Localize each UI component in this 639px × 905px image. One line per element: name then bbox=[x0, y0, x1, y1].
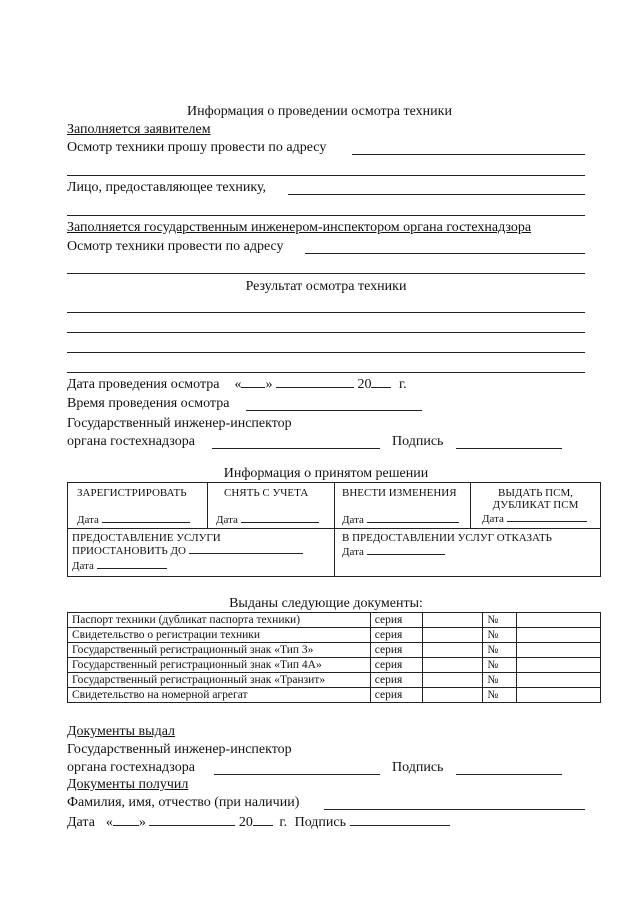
series-label: серия bbox=[370, 628, 422, 643]
changes-date-label: Дата bbox=[342, 514, 364, 526]
issued-heading: Документы выдал bbox=[67, 724, 176, 739]
person-field-2[interactable] bbox=[67, 215, 585, 216]
deregister-date-row bbox=[216, 514, 319, 526]
number-label: № bbox=[483, 673, 517, 688]
issued-title-1: Государственный инженер-инспектор bbox=[67, 742, 292, 757]
applicant-address-label: Осмотр техники прошу провести по адресу bbox=[67, 140, 327, 155]
decision-suspend-1[interactable]: ПРЕДОСТАВЛЕНИЕ УСЛУГИ bbox=[72, 532, 221, 544]
number-label: № bbox=[483, 643, 517, 658]
number-label: № bbox=[483, 613, 517, 628]
decision-col-divider-2 bbox=[334, 482, 335, 577]
received-signature-label: Подпись bbox=[294, 815, 346, 830]
received-date-label: Дата bbox=[67, 815, 95, 830]
changes-date-row bbox=[342, 514, 459, 526]
register-date-label: Дата bbox=[77, 514, 99, 526]
document-name: Свидетельство о регистрации техники bbox=[68, 628, 371, 643]
inspector-title-1: Государственный инженер-инспектор bbox=[67, 416, 292, 431]
received-year-field[interactable] bbox=[253, 825, 273, 826]
inspection-time-label: Время проведения осмотра bbox=[67, 396, 230, 411]
register-date-field[interactable] bbox=[102, 522, 190, 523]
received-name-label: Фамилия, имя, отчество (при наличии) bbox=[67, 795, 300, 810]
changes-date-field[interactable] bbox=[367, 522, 459, 523]
suspend-until-field[interactable] bbox=[189, 553, 303, 554]
received-date-close: » bbox=[138, 815, 146, 830]
inspector-address-field-2[interactable] bbox=[67, 273, 585, 274]
decision-suspend-2: ПРИОСТАНОВИТЬ ДО bbox=[72, 545, 186, 557]
decision-heading: Информация о принятом решении bbox=[223, 466, 429, 481]
number-label: № bbox=[483, 658, 517, 673]
series-field[interactable] bbox=[422, 643, 483, 658]
series-field[interactable] bbox=[422, 688, 483, 703]
applicant-heading: Заполняется заявителем bbox=[67, 122, 211, 137]
decision-deregister[interactable]: СНЯТЬ С УЧЕТА bbox=[224, 487, 309, 499]
inspector-address-field[interactable] bbox=[305, 253, 585, 254]
date-close-quote: » bbox=[265, 377, 273, 392]
received-year-prefix: 20 bbox=[238, 815, 253, 830]
suspend-date-field[interactable] bbox=[97, 568, 167, 569]
document-name: Свидетельство на номерной агрегат bbox=[68, 688, 371, 703]
applicant-address-field-2[interactable] bbox=[67, 175, 585, 176]
refuse-date-label: Дата bbox=[342, 546, 364, 558]
series-label: серия bbox=[370, 673, 422, 688]
document-name: Паспорт техники (дубликат паспорта техники) bbox=[68, 613, 371, 628]
document-row bbox=[68, 688, 601, 703]
series-label: серия bbox=[370, 643, 422, 658]
number-label: № bbox=[483, 688, 517, 703]
decision-refuse[interactable]: В ПРЕДОСТАВЛЕНИИ УСЛУГ ОТКАЗАТЬ bbox=[342, 532, 552, 544]
issue-date-field[interactable] bbox=[507, 521, 587, 522]
issued-name-field[interactable] bbox=[214, 774, 380, 775]
result-line-4[interactable] bbox=[67, 372, 585, 373]
result-line-3[interactable] bbox=[67, 352, 585, 353]
decision-changes[interactable]: ВНЕСТИ ИЗМЕНЕНИЯ bbox=[342, 487, 457, 499]
series-field[interactable] bbox=[422, 658, 483, 673]
inspection-day-field[interactable] bbox=[241, 387, 265, 388]
document-row bbox=[68, 658, 601, 673]
suspend-until-row bbox=[72, 545, 303, 557]
documents-heading: Выданы следующие документы: bbox=[229, 596, 423, 611]
number-label: № bbox=[483, 628, 517, 643]
document-row bbox=[68, 673, 601, 688]
inspector-signature-field[interactable] bbox=[456, 448, 562, 449]
decision-col-divider-1 bbox=[207, 482, 208, 528]
deregister-date-field[interactable] bbox=[241, 522, 319, 523]
issued-signature-field[interactable] bbox=[456, 774, 562, 775]
register-date-row bbox=[77, 514, 190, 526]
date-open-quote: « bbox=[234, 377, 242, 392]
inspector-title-2: органа гостехнадзора bbox=[67, 434, 195, 449]
number-field[interactable] bbox=[517, 643, 601, 658]
inspector-address-label: Осмотр техники провести по адресу bbox=[67, 239, 284, 254]
document-row bbox=[68, 613, 601, 628]
decision-issue-1[interactable]: ВЫДАТЬ ПСМ, bbox=[497, 487, 573, 499]
number-field[interactable] bbox=[517, 688, 601, 703]
person-label: Лицо, предоставляющее технику, bbox=[67, 180, 267, 195]
refuse-date-field[interactable] bbox=[367, 554, 445, 555]
received-name-field[interactable] bbox=[324, 809, 585, 810]
document-row bbox=[68, 643, 601, 658]
inspector-name-field[interactable] bbox=[212, 448, 380, 449]
issued-title-2: органа гостехнадзора bbox=[67, 760, 195, 775]
inspector-heading: Заполняется государственным инженером-инспектором органа гостехнадзора bbox=[67, 220, 532, 235]
issue-date-label: Дата bbox=[482, 513, 504, 525]
issue-date-row bbox=[482, 513, 587, 525]
document-name: Государственный регистрационный знак «Тип 4А» bbox=[68, 658, 371, 673]
series-label: серия bbox=[370, 658, 422, 673]
inspection-date-row bbox=[67, 377, 407, 393]
issued-signature-label: Подпись bbox=[392, 760, 444, 775]
document-row bbox=[68, 628, 601, 643]
received-date-row bbox=[67, 815, 450, 831]
suspend-date-label: Дата bbox=[72, 560, 94, 572]
number-field[interactable] bbox=[517, 673, 601, 688]
series-field[interactable] bbox=[422, 628, 483, 643]
number-field[interactable] bbox=[517, 613, 601, 628]
result-line-1[interactable] bbox=[67, 312, 585, 313]
received-month-field[interactable] bbox=[149, 825, 235, 826]
suspend-date-row bbox=[72, 560, 167, 572]
document-name: Государственный регистрационный знак «Транзит» bbox=[68, 673, 371, 688]
number-field[interactable] bbox=[517, 658, 601, 673]
person-field[interactable] bbox=[288, 194, 585, 195]
applicant-address-field[interactable] bbox=[352, 154, 585, 155]
inspection-month-field[interactable] bbox=[276, 387, 354, 388]
year-prefix: 20 bbox=[357, 377, 372, 392]
received-signature-field[interactable] bbox=[350, 825, 450, 826]
received-day-field[interactable] bbox=[113, 825, 139, 826]
decision-register[interactable]: ЗАРЕГИСТРИРОВАТЬ bbox=[77, 487, 187, 499]
result-heading: Результат осмотра техники bbox=[245, 279, 407, 294]
series-label: серия bbox=[370, 688, 422, 703]
inspector-signature-label: Подпись bbox=[392, 434, 444, 449]
decision-issue-2[interactable]: ДУБЛИКАТ ПСМ bbox=[492, 499, 579, 511]
series-field[interactable] bbox=[422, 673, 483, 688]
documents-table bbox=[67, 612, 601, 703]
inspection-year-field[interactable] bbox=[371, 387, 391, 388]
received-year-suffix: г. bbox=[279, 815, 288, 830]
result-line-2[interactable] bbox=[67, 332, 585, 333]
series-label: серия bbox=[370, 613, 422, 628]
inspection-date-label: Дата проведения осмотра bbox=[67, 377, 220, 392]
series-field[interactable] bbox=[422, 613, 483, 628]
number-field[interactable] bbox=[517, 628, 601, 643]
refuse-date-row bbox=[342, 546, 445, 558]
received-date-open: « bbox=[105, 815, 113, 830]
inspection-time-field[interactable] bbox=[246, 410, 422, 411]
year-suffix: г. bbox=[398, 377, 407, 392]
document-name: Государственный регистрационный знак «Тип 3» bbox=[68, 643, 371, 658]
page-title: Информация о проведении осмотра техники bbox=[187, 104, 452, 119]
deregister-date-label: Дата bbox=[216, 514, 238, 526]
received-heading: Документы получил bbox=[67, 777, 189, 792]
